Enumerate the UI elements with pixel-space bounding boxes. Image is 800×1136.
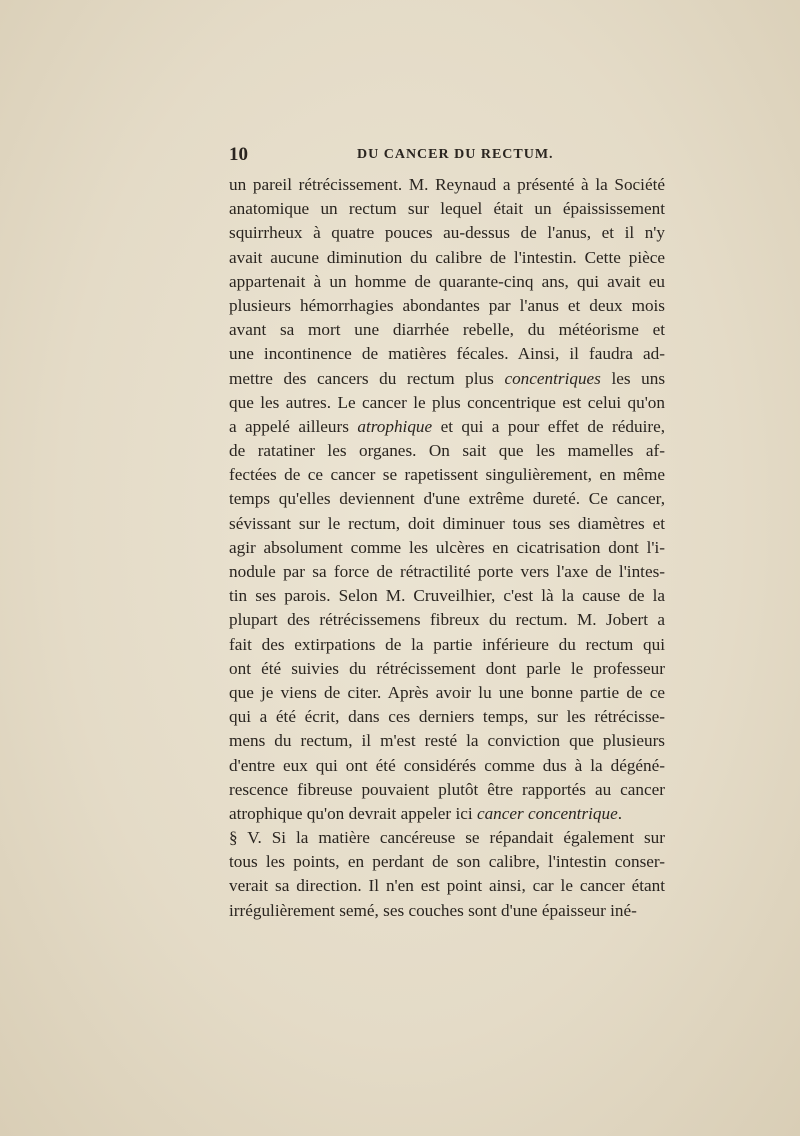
text-line: avait aucune diminution du calibre de l'intestin. Cette pièce — [229, 247, 665, 267]
text-line: ont été suivies du rétrécissement dont parle le professeur — [229, 658, 665, 678]
text-line — [229, 415, 665, 439]
text-segment: . — [617, 803, 623, 823]
text-line: que je viens de citer. Après avoir lu une bonne partie de ce — [229, 682, 665, 702]
text-line: plupart des rétrécissemens fibreux du rectum. M. Jobert a — [229, 610, 665, 630]
text-line: agir absolument comme les ulcères en cicatrisation dont l'i- — [229, 537, 665, 557]
text-line: avant sa mort une diarrhée rebelle, du météorisme et — [229, 320, 665, 340]
text-line: mens du rectum, il m'est resté la conviction que plusieurs — [229, 731, 665, 751]
text-line: appartenait à un homme de quarante-cinq ans, qui avait eu — [229, 271, 665, 291]
italic-term: concentriques — [504, 368, 601, 388]
text-line — [229, 367, 665, 391]
text-line — [229, 802, 665, 826]
text-line: fectées de ce cancer se rapetissent singulièrement, en même — [229, 465, 665, 485]
page-header — [229, 144, 665, 168]
text-line: squirrheux à quatre pouces au-dessus de l'anus, et il n'y — [229, 223, 665, 243]
text-line: tin ses parois. Selon M. Cruveilhier, c'est là la cause de la — [229, 586, 665, 606]
italic-term: atrophique — [357, 416, 433, 436]
text-segment: atrophique qu'on devrait appeler ici — [229, 803, 477, 823]
text-line: verait sa direction. Il n'en est point ainsi, car le cancer étant — [229, 876, 665, 896]
text-segment: les uns — [600, 368, 665, 388]
text-line: nodule par sa force de rétractilité porte vers l'axe de l'intes- — [229, 562, 665, 581]
text-line: tous les points, en perdant de son calibre, l'intestin conser- — [229, 852, 665, 872]
text-line: de ratatiner les organes. On sait que les mamelles af- — [229, 441, 665, 461]
text-line: fait des extirpations de la partie inférieure du rectum qui — [229, 634, 665, 654]
text-line: une incontinence de matières fécales. Ainsi, il faudra ad- — [229, 344, 665, 364]
text-line: plusieurs hémorrhagies abondantes par l'anus et deux mois — [229, 295, 665, 315]
text-line: § V. Si la matière cancéreuse se répandait également sur — [229, 828, 665, 848]
text-line: d'entre eux qui ont été considérés comme dus à la dégéné- — [229, 755, 665, 775]
text-line: irrégulièrement semé, ses couches sont d'une épaisseur iné- — [229, 900, 637, 920]
running-head: DU CANCER DU RECTUM. — [357, 147, 554, 162]
page-number: 10 — [229, 144, 248, 165]
text-line: rescence fibreuse pouvaient plutôt être rapportés au cancer — [229, 779, 665, 799]
italic-term: cancer concentrique — [476, 803, 618, 823]
text-line: un pareil rétrécissement. M. Reynaud a présenté à la Société — [229, 175, 665, 194]
text-line: sévissant sur le rectum, doit diminuer tous ses diamètres et — [229, 513, 665, 533]
text-line: temps qu'elles deviennent d'une extrême dureté. Ce cancer, — [229, 489, 665, 509]
text-line: anatomique un rectum sur lequel était un épaississement — [229, 199, 665, 219]
text-line: qui a été écrit, dans ces derniers temps, sur les rétrécisse- — [229, 707, 665, 727]
text-segment: et qui a pour effet de réduire, — [432, 416, 665, 436]
text-segment: mettre des cancers du rectum plus — [229, 368, 505, 388]
text-line: que les autres. Le cancer le plus concentrique est celui qu'on — [229, 392, 665, 412]
text-segment: a appelé ailleurs — [229, 416, 358, 436]
body-text — [229, 173, 665, 923]
